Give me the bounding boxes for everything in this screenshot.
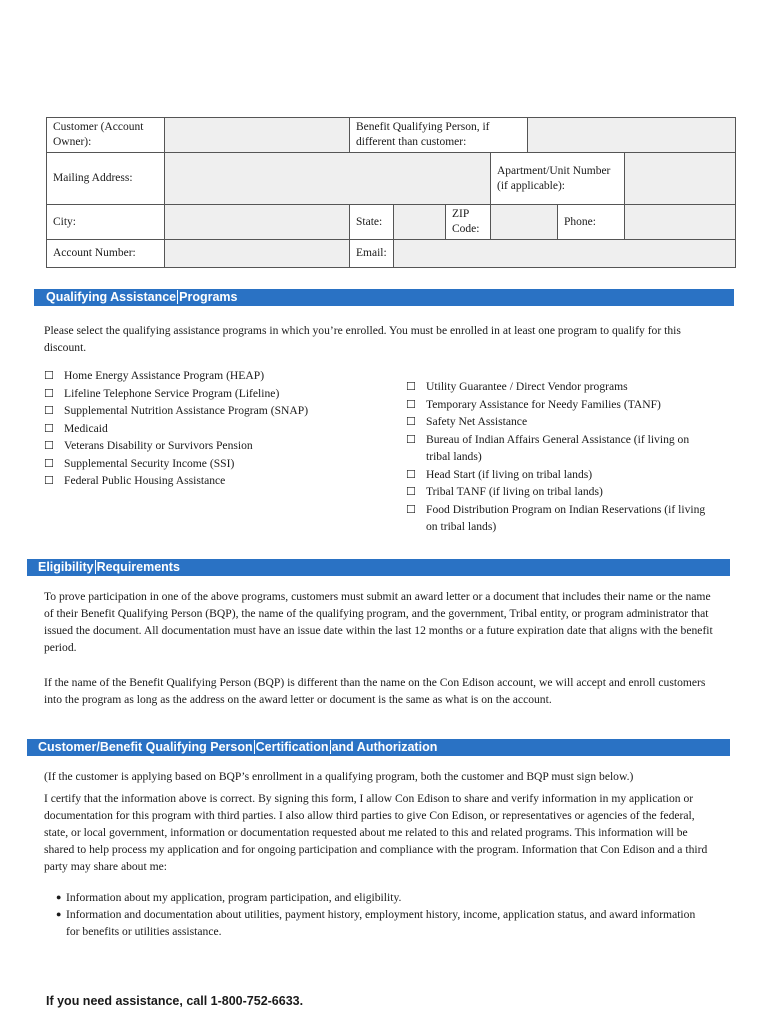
state-label: State:	[350, 205, 394, 240]
customer-field[interactable]	[165, 118, 350, 153]
program-label: Supplemental Nutrition Assistance Program (SNAP)	[64, 404, 309, 417]
customer-info-table	[46, 117, 736, 268]
city-label: City:	[47, 205, 165, 240]
program-option[interactable]	[406, 378, 716, 396]
zip-label: ZIP Code:	[446, 205, 491, 240]
checkbox-icon[interactable]: ☐	[406, 432, 416, 446]
program-option[interactable]	[406, 431, 716, 466]
certification-heading: Customer/Benefit Qualifying Person Certification and Authorization	[27, 739, 730, 756]
zip-field[interactable]	[491, 205, 558, 240]
checkbox-icon[interactable]: ☐	[406, 380, 416, 393]
bullet-text: Information and documentation about utilities, payment history, employment history, income, application status, and award information for benefits or utilities assistance.	[66, 908, 696, 938]
checkbox-icon[interactable]: ☐	[406, 485, 416, 498]
checkbox-icon[interactable]: ☐	[406, 467, 416, 481]
program-label: Temporary Assistance for Needy Families (TANF)	[426, 397, 661, 411]
program-option[interactable]	[406, 501, 716, 536]
program-label: Safety Net Assistance	[426, 415, 528, 428]
program-label: Veterans Disability or Survivors Pension	[64, 439, 253, 452]
customer-label: Customer (Account Owner):	[47, 118, 165, 153]
certification-bullets	[56, 889, 706, 940]
program-option[interactable]	[44, 367, 374, 385]
bullet-icon: ●	[56, 909, 62, 919]
bqp-label: Benefit Qualifying Person, if different than customer:	[350, 118, 528, 153]
checkbox-icon[interactable]: ☐	[44, 369, 54, 382]
phone-field[interactable]	[625, 205, 736, 240]
programs-list-left	[44, 367, 374, 490]
checkbox-icon[interactable]: ☐	[406, 415, 416, 428]
program-label: Federal Public Housing Assistance	[64, 474, 226, 487]
phone-label: Phone:	[558, 205, 625, 240]
assistance-footer: If you need assistance, call 1-800-752-6633.	[46, 994, 304, 1008]
program-option[interactable]	[406, 396, 716, 414]
programs-heading: Qualifying Assistance Programs	[34, 289, 734, 306]
program-label: Lifeline Telephone Service Program (Lifeline)	[64, 386, 280, 400]
program-label: Supplemental Security Income (SSI)	[64, 456, 235, 470]
bullet-icon: ●	[56, 892, 62, 902]
program-label: Medicaid	[64, 421, 108, 435]
eligibility-paragraph-1: To prove participation in one of the above programs, customers must submit an award letter or a document that includes their name or the name of their Benefit Qualifying Person (BQP), the name of the qualifying program, and the government, Tribal entity, or program administrator that issued the document. All documentation must have an issue date within the last 12 months or a future expiration date that aligns with the benefit period.	[44, 590, 713, 654]
program-label: Tribal TANF (if living on tribal lands)	[426, 485, 603, 498]
program-label: Food Distribution Program on Indian Reservations (if living on tribal lands)	[426, 502, 706, 533]
checkbox-icon[interactable]: ☐	[44, 421, 54, 435]
program-option[interactable]	[44, 437, 374, 455]
eligibility-paragraph-2: If the name of the Benefit Qualifying Person (BQP) is different than the name on the Con Edison account, we will accept and enroll customers into the program as long as the address on the award letter or document is the same as what is on the account.	[44, 676, 706, 706]
checkbox-icon[interactable]: ☐	[406, 502, 416, 516]
checkbox-icon[interactable]: ☐	[44, 439, 54, 452]
program-option[interactable]	[44, 402, 374, 420]
apt-unit-label: Apartment/Unit Number (if applicable):	[491, 153, 625, 205]
email-label: Email:	[350, 240, 394, 268]
program-option[interactable]	[406, 483, 716, 501]
programs-list-right	[406, 378, 716, 536]
checkbox-icon[interactable]: ☐	[406, 397, 416, 411]
bqp-field[interactable]	[528, 118, 736, 153]
bullet-text: Information about my application, program participation, and eligibility.	[66, 891, 402, 904]
city-field[interactable]	[165, 205, 350, 240]
program-label: Utility Guarantee / Direct Vendor programs	[426, 380, 628, 393]
program-option[interactable]	[44, 420, 374, 438]
account-number-label: Account Number:	[47, 240, 165, 268]
email-field[interactable]	[394, 240, 736, 268]
program-label: Home Energy Assistance Program (HEAP)	[64, 369, 265, 382]
program-option[interactable]	[44, 385, 374, 403]
mailing-address-field[interactable]	[165, 153, 491, 205]
certification-note: (If the customer is applying based on BQP’s enrollment in a qualifying program, both the customer and BQP must sign below.)	[44, 770, 634, 783]
account-number-field[interactable]	[165, 240, 350, 268]
checkbox-icon[interactable]: ☐	[44, 404, 54, 417]
certification-body: I certify that the information above is correct. By signing this form, I allow Con Edison to share and verify information in my application or documentation for this program with third parties. I also allow third parties to give Con Edison, or representatives or agencies of the federal, state, or local government, information or documentation requested about me related to this and related programs. This information will be shared to help process my application and for ongoing participation and compliance with the program. Information that Con Edison and a third party may share about me:	[44, 792, 708, 873]
checkbox-icon[interactable]: ☐	[44, 386, 54, 400]
list-item	[56, 889, 706, 906]
apt-unit-field[interactable]	[625, 153, 736, 205]
program-label: Bureau of Indian Affairs General Assistance (if living on tribal lands)	[426, 432, 690, 463]
state-field[interactable]	[394, 205, 446, 240]
checkbox-icon[interactable]: ☐	[44, 474, 54, 487]
program-option[interactable]	[406, 466, 716, 484]
program-option[interactable]	[406, 413, 716, 431]
program-label: Head Start (if living on tribal lands)	[426, 467, 593, 481]
mailing-address-label: Mailing Address:	[47, 153, 165, 205]
checkbox-icon[interactable]: ☐	[44, 456, 54, 470]
programs-intro: Please select the qualifying assistance programs in which you’re enrolled. You must be enrolled in at least one program to qualify for this discount.	[44, 324, 681, 354]
program-option[interactable]	[44, 455, 374, 473]
program-option[interactable]	[44, 472, 374, 490]
list-item	[56, 906, 706, 940]
eligibility-heading: Eligibility Requirements	[27, 559, 730, 576]
